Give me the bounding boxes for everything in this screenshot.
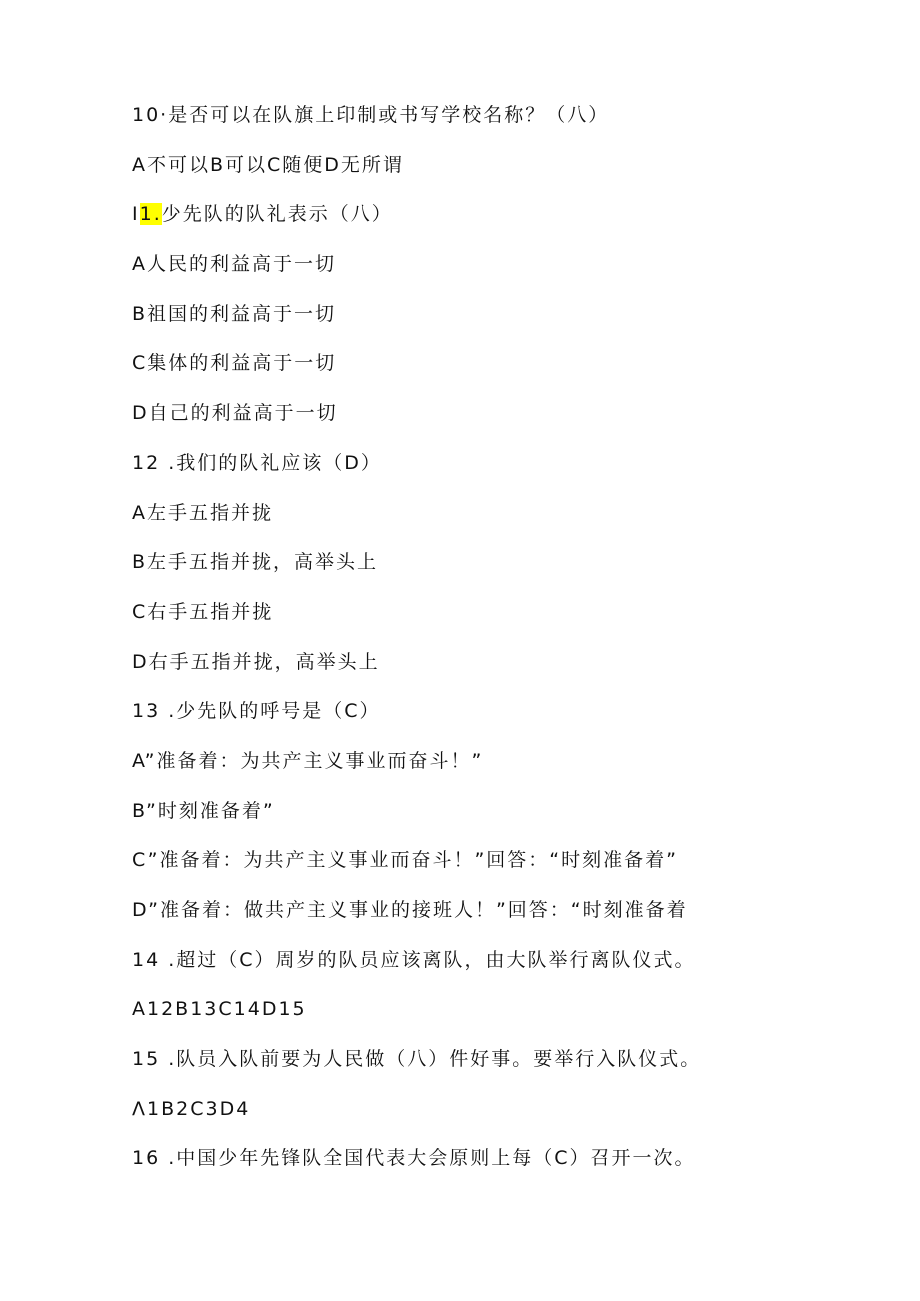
question-11-prefix: I <box>132 203 140 226</box>
question-11-option-c: C集体的利益高于一切 <box>132 352 337 375</box>
question-11-option-d: D自己的利益高于一切 <box>132 402 338 425</box>
question-12-option-b: B左手五指并拢，高举头上 <box>132 551 379 574</box>
question-13-option-d: D”准备着：做共产主义事业的接班人！”回答：“时刻准备着 <box>132 899 688 921</box>
question-13-option-a: A”准备着：为共产主义事业而奋斗！” <box>132 749 484 772</box>
question-15-options: Λ1B2C3D4 <box>132 1097 251 1120</box>
question-12-option-c: C右手五指并拢 <box>132 600 274 623</box>
document-body <box>132 101 892 1194</box>
question-11 <box>132 200 892 250</box>
question-10-options: A不可以B可以C随便D无所谓 <box>132 153 404 176</box>
question-11-text: 少先队的队礼表示（八） <box>161 203 393 226</box>
question-13-option-c: C”准备着：为共产主义事业而奋斗！”回答：“时刻准备着” <box>132 849 678 872</box>
question-12-option-d: D右手五指并拢，高举头上 <box>132 650 380 673</box>
question-15: 15 .队员入队前要为人民做（八）件好事。要举行入队仪式。 <box>132 1048 702 1071</box>
question-16: 16 .中国少年先锋队全国代表大会原则上每（C）召开一次。 <box>132 1147 696 1170</box>
question-14-options: A12B13C14D15 <box>132 998 307 1021</box>
question-12: 12 .我们的队礼应该（D） <box>132 451 382 474</box>
highlighted-text: 1. <box>139 203 162 226</box>
question-11-option-b: B祖国的利益高于一切 <box>132 302 337 325</box>
question-10: 10·是否可以在队旗上印制或书写学校名称？（八） <box>132 104 610 126</box>
question-11-option-a: A人民的利益高于一切 <box>132 253 336 276</box>
question-13: 13 .少先队的呼号是（C） <box>132 700 381 723</box>
question-13-option-b: B”时刻准备着” <box>132 799 275 822</box>
question-14: 14 .超过（C）周岁的队员应该离队，由大队举行离队仪式。 <box>132 948 696 971</box>
question-12-option-a: A左手五指并拢 <box>132 501 273 524</box>
